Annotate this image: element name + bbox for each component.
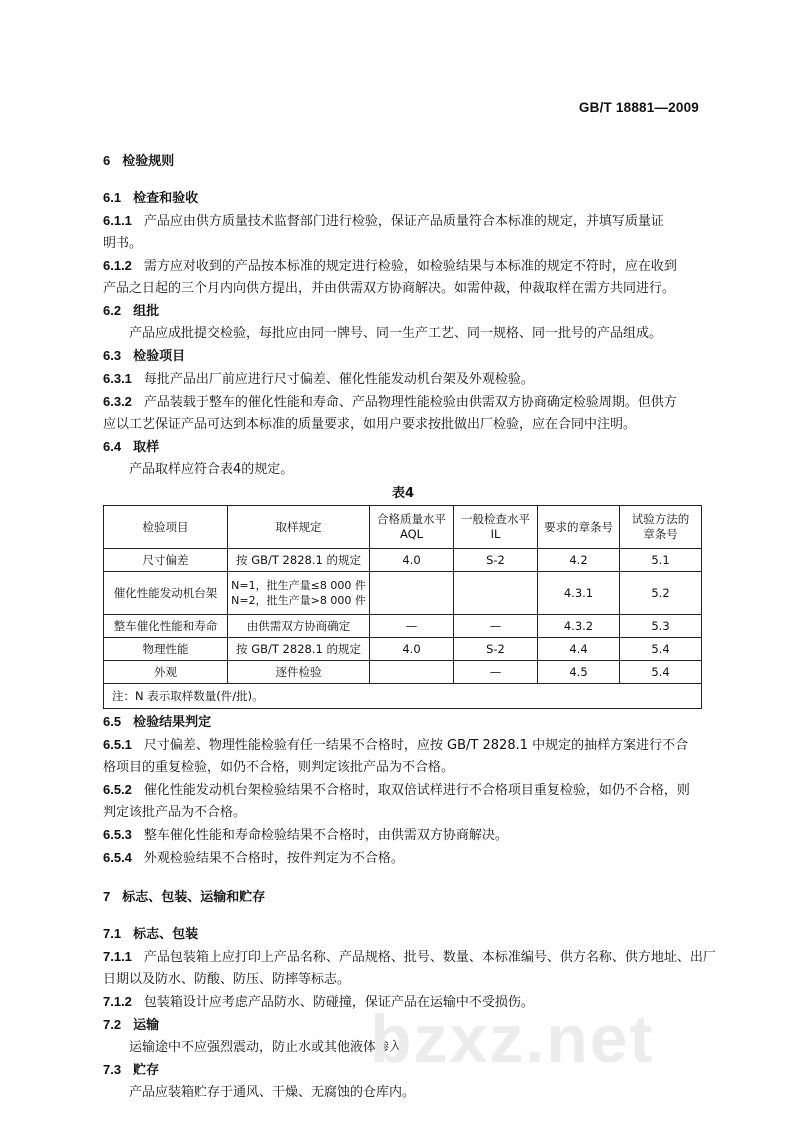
clause-6-3-2-cont: 应以工艺保证产品可达到本标准的质量要求，如用户要求按批做出厂检验，应在合同中注明。 xyxy=(103,417,637,432)
clause-7-1-1-cont: 日期以及防水、防酸、防压、防摔等标志。 xyxy=(103,972,351,987)
clause-6-3-1: 6.3.1 每批产品出厂前应进行尺寸偏差、催化性能发动机台架及外观检验。 xyxy=(103,371,534,387)
clause-6-1-1-cont: 明书。 xyxy=(103,236,143,251)
clause-7-1-1: 7.1.1 产品包装箱上应打印上产品名称、产品规格、批号、数量、本标准编号、供方名称、供方地址、出厂 xyxy=(103,949,716,965)
table-cell: — xyxy=(454,615,538,638)
clause-6-2-text: 产品应成批提交检验，每批应由同一牌号、同一生产工艺、同一规格、同一批号的产品组成。 xyxy=(129,326,663,341)
table-header-cell: 一般检查水平 IL xyxy=(454,506,538,549)
table-cell: 4.5 xyxy=(538,661,620,684)
table-header-cell: 要求的章条号 xyxy=(538,506,620,549)
table-row xyxy=(104,549,702,572)
clause-7-1-2: 7.1.2 包装箱设计应考虑产品防水、防碰撞，保证产品在运输中不受损伤。 xyxy=(103,994,534,1010)
section-7-heading: 7 标志、包装、运输和贮存 xyxy=(103,889,266,905)
clause-6-3-2: 6.3.2 产品装载于整车的催化性能和寿命、产品物理性能检验由供需双方协商确定检验周期。但供方 xyxy=(103,394,677,410)
clause-6-5-2-cont: 判定该批产品为不合格。 xyxy=(103,805,247,820)
table-header-cell: 合格质量水平 AQL xyxy=(370,506,454,549)
table-cell: 4.4 xyxy=(538,638,620,661)
table-cell: 按 GB/T 2828.1 的规定 xyxy=(228,638,370,661)
table-cell: 整车催化性能和寿命 xyxy=(104,615,228,638)
table-cell: 5.4 xyxy=(620,638,702,661)
table-cell: 催化性能发动机台架 xyxy=(104,572,228,615)
table-note-row xyxy=(104,684,702,709)
clause-6-4-text: 产品取样应符合表4的规定。 xyxy=(129,462,294,477)
table-cell xyxy=(370,572,454,615)
table-row xyxy=(104,638,702,661)
table-header-cell: 试验方法的 章条号 xyxy=(620,506,702,549)
table-cell: 4.3.1 xyxy=(538,572,620,615)
table-row xyxy=(104,661,702,684)
clause-6-1-2-cont: 产品之日起的三个月内向供方提出，并由供需双方协商解决。如需仲裁，仲裁取样在需方共同进行。 xyxy=(103,281,676,296)
section-7-2-heading: 7.2 运输 xyxy=(103,1017,160,1033)
table-cell: 尺寸偏差 xyxy=(104,549,228,572)
section-6-heading: 6 检验规则 xyxy=(103,153,175,169)
table-cell: 物理性能 xyxy=(104,638,228,661)
table-cell: N=1，批生产量≤8 000 件 N=2，批生产量>8 000 件 xyxy=(228,572,370,615)
table-cell: 4.3.2 xyxy=(538,615,620,638)
clause-6-5-4: 6.5.4 外观检验结果不合格时，按件判定为不合格。 xyxy=(103,850,404,866)
section-6-2-heading: 6.2 组批 xyxy=(103,303,160,319)
clause-6-5-1-cont: 格项目的重复检验，如仍不合格，则判定该批产品为不合格。 xyxy=(103,760,455,775)
table-cell: 4.2 xyxy=(538,549,620,572)
clause-6-5-2: 6.5.2 催化性能发动机台架检验结果不合格时，取双倍试样进行不合格项目重复检验，如仍不合格，则 xyxy=(103,782,690,798)
section-7-1-heading: 7.1 标志、包装 xyxy=(103,926,199,942)
standard-code: GB/T 18881—2009 xyxy=(578,100,699,115)
section-6-3-heading: 6.3 检验项目 xyxy=(103,348,186,364)
table-caption: 表4 xyxy=(391,486,415,501)
table-cell: 5.4 xyxy=(620,661,702,684)
clause-7-2-text: 运输途中不应强烈震动，防止水或其他液体渗入。 xyxy=(129,1040,416,1055)
table-row xyxy=(104,572,702,615)
table-cell xyxy=(454,572,538,615)
clause-6-5-1: 6.5.1 尺寸偏差、物理性能检验有任一结果不合格时，应按 GB/T 2828.1 中规定的抽样方案进行不合 xyxy=(103,737,689,753)
table-cell: 按 GB/T 2828.1 的规定 xyxy=(228,549,370,572)
table-row xyxy=(104,615,702,638)
table-cell xyxy=(370,661,454,684)
table-cell: 逐件检验 xyxy=(228,661,370,684)
section-7-3-heading: 7.3 贮存 xyxy=(103,1062,160,1078)
table-note: 注：N 表示取样数量(件/批)。 xyxy=(104,684,702,709)
section-6-5-heading: 6.5 检验结果判定 xyxy=(103,714,212,730)
table-cell: S-2 xyxy=(454,638,538,661)
section-6-1-heading: 6.1 检查和验收 xyxy=(103,190,199,206)
clause-7-3-text: 产品应装箱贮存于通风、干燥、无腐蚀的仓库内。 xyxy=(129,1085,416,1100)
table-header-cell: 检验项目 xyxy=(104,506,228,549)
document-body xyxy=(103,150,716,1104)
table-cell: 4.0 xyxy=(370,638,454,661)
table-cell: S-2 xyxy=(454,549,538,572)
table-header-cell: 取样规定 xyxy=(228,506,370,549)
inspection-table xyxy=(103,505,702,709)
table-cell: — xyxy=(370,615,454,638)
clause-6-5-3: 6.5.3 整车催化性能和寿命检验结果不合格时，由供需双方协商解决。 xyxy=(103,827,508,843)
table-cell: 由供需双方协商确定 xyxy=(228,615,370,638)
watermark: bzxz.net xyxy=(370,1001,655,1077)
table-cell: 5.1 xyxy=(620,549,702,572)
table-cell: 外观 xyxy=(104,661,228,684)
table-cell: 5.2 xyxy=(620,572,702,615)
section-6-4-heading: 6.4 取样 xyxy=(103,439,160,455)
table-cell: — xyxy=(454,661,538,684)
table-cell: 4.0 xyxy=(370,549,454,572)
table-cell: 5.3 xyxy=(620,615,702,638)
clause-6-1-2: 6.1.2 需方应对收到的产品按本标准的规定进行检验，如检验结果与本标准的规定不符时，应在收到 xyxy=(103,258,677,274)
clause-6-1-1: 6.1.1 产品应由供方质量技术监督部门进行检验，保证产品质量符合本标准的规定，并填写质量证 xyxy=(103,213,664,229)
table-header-row xyxy=(104,506,702,549)
